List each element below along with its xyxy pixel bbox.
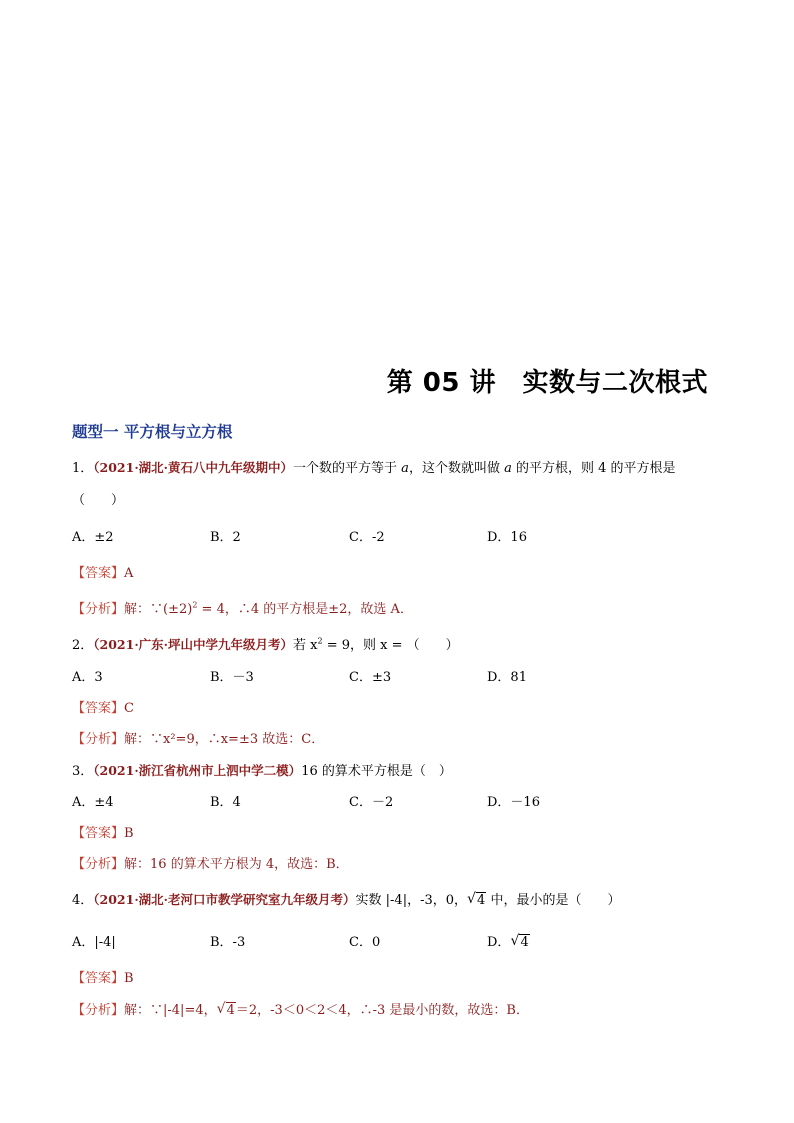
option-b: B．-3 [210, 935, 246, 950]
question-text: ，这个数就叫做 [408, 461, 505, 476]
option-c: C．-2 [349, 530, 385, 545]
radicand: 4 [520, 935, 529, 950]
option-label: D． [487, 935, 511, 950]
analysis-text: = 4，∴4 的平方根是±2，故选 A． [197, 602, 413, 617]
option-d: D．－16 [487, 795, 540, 810]
question-text: 若 x [293, 638, 318, 653]
option-a: A．±4 [72, 795, 114, 810]
answer-value: B [124, 826, 134, 841]
question-source: （2021·浙江省杭州市上泗中学二模） [93, 763, 302, 778]
question-source: （2021·湖北·黄石八中九年级期中） [93, 460, 294, 475]
radicand: 4 [477, 893, 486, 908]
option-b: B．4 [210, 795, 241, 810]
analysis-text: 解：16 的算术平方根为 4，故选：B． [124, 857, 349, 872]
question-number: 4． [72, 893, 94, 908]
answer-value: C [124, 701, 134, 716]
answer-tag: 【答案】 [72, 566, 125, 581]
question-source: （2021·湖北·老河口市教学研究室九年级月考） [93, 892, 356, 907]
question-2 [72, 634, 459, 653]
analysis-4 [72, 999, 529, 1018]
question-text: 的平方根，则 4 的平方根是 [511, 461, 676, 476]
option-c: C．0 [349, 935, 381, 950]
option-b: B．－3 [210, 670, 254, 685]
option-d: D．81 [487, 670, 527, 685]
analysis-text: 解：∵x²=9，∴x=±3 故选：C． [124, 732, 325, 747]
question-1-paren: （ ） [72, 493, 125, 508]
question-text: 一个数的平方等于 [293, 461, 402, 476]
analysis-3 [72, 853, 349, 872]
question-number: 3． [72, 764, 94, 779]
variable: a [504, 461, 512, 476]
question-text: 16 的算术平方根是（ ） [301, 764, 452, 779]
option-d [487, 931, 530, 950]
analysis-2 [72, 728, 324, 747]
analysis-tag: 【分析】 [72, 602, 125, 617]
option-a: A．|-4| [72, 935, 116, 950]
analysis-text: ＝2，-3＜0＜2＜4，∴-3 是最小的数，故选：B． [235, 1003, 529, 1018]
answer-tag: 【答案】 [72, 701, 125, 716]
question-text: = 9，则 x = （ ） [322, 638, 459, 653]
analysis-tag: 【分析】 [72, 732, 125, 747]
radicand: 4 [226, 1003, 235, 1018]
square-root [217, 1003, 236, 1018]
option-b: B．2 [210, 530, 241, 545]
answer-value: B [124, 971, 134, 986]
analysis-tag: 【分析】 [72, 857, 125, 872]
square-root [467, 893, 486, 908]
question-text: 实数 |-4|，-3，0， [355, 893, 468, 908]
answer-2 [72, 697, 134, 716]
question-1 [72, 457, 676, 476]
question-number: 1． [72, 461, 94, 476]
question-text: 中，最小的是（ ） [486, 893, 621, 908]
question-number: 2． [72, 638, 94, 653]
question-source: （2021·广东·坪山中学九年级月考） [93, 637, 294, 652]
answer-1 [72, 562, 133, 581]
question-3 [72, 760, 452, 779]
analysis-text: 解：∵|-4|=4， [124, 1003, 217, 1018]
answer-3 [72, 822, 134, 841]
option-c: C．－2 [349, 795, 394, 810]
exponent: 2 [317, 636, 323, 646]
option-a: A．±2 [72, 530, 114, 545]
section-heading: 题型一 平方根与立方根 [72, 423, 233, 441]
analysis-tag: 【分析】 [72, 1003, 125, 1018]
page-title: 第 05 讲 实数与二次根式 [386, 368, 708, 398]
option-a: A．3 [72, 670, 103, 685]
answer-tag: 【答案】 [72, 971, 125, 986]
option-d: D．16 [487, 530, 527, 545]
exponent: 2 [192, 600, 198, 610]
question-4 [72, 889, 620, 908]
square-root [510, 935, 529, 950]
analysis-text: 解：∵(±2) [124, 602, 193, 617]
variable: a [401, 461, 409, 476]
answer-value: A [124, 566, 134, 581]
answer-tag: 【答案】 [72, 826, 125, 841]
answer-4 [72, 967, 134, 986]
analysis-1 [72, 598, 413, 617]
option-c: C．±3 [349, 670, 392, 685]
